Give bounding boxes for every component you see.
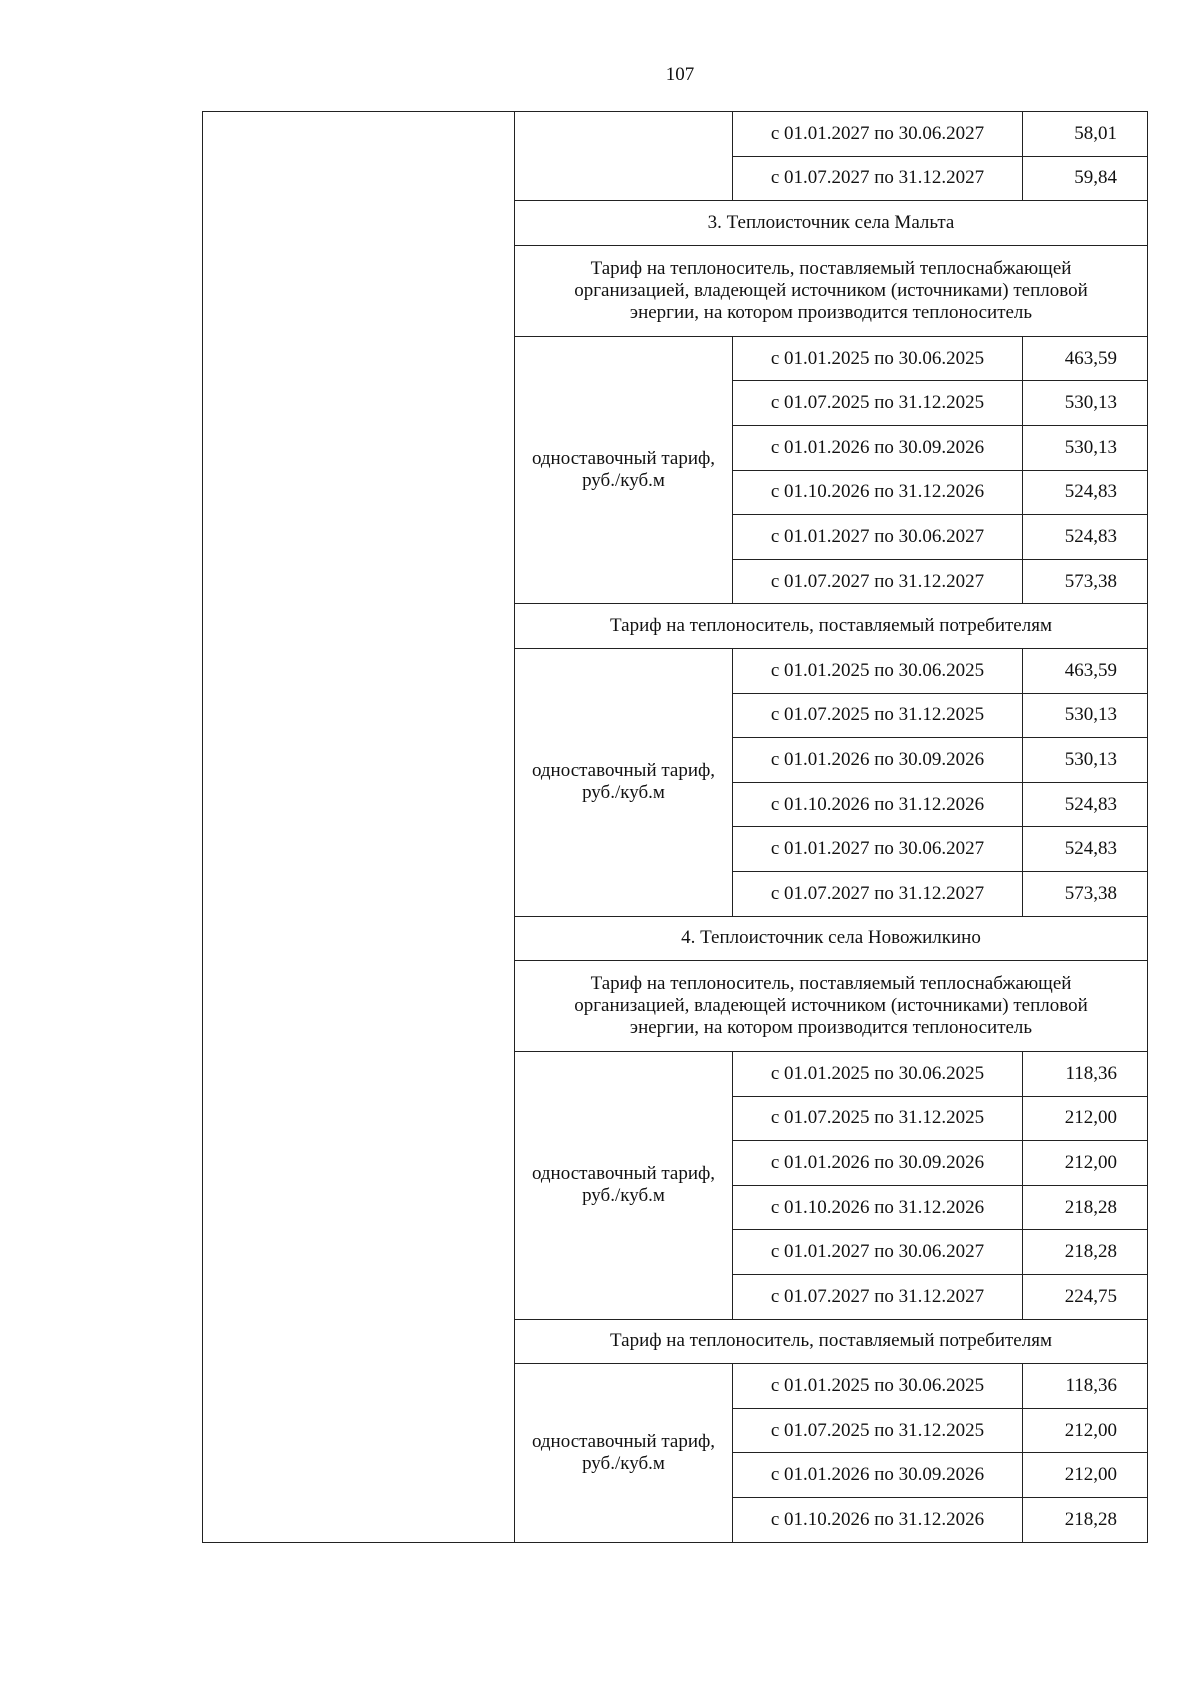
- period-cell: с 01.10.2026 по 31.12.2026: [733, 782, 1023, 827]
- tariff-value-cell: 524,83: [1023, 470, 1148, 515]
- period-cell: с 01.07.2025 по 31.12.2025: [733, 381, 1023, 426]
- tariff-value-cell: 212,00: [1023, 1453, 1148, 1498]
- tariff-type-label: одноставочный тариф, руб./куб.м: [515, 648, 733, 916]
- tariff-value-cell: 524,83: [1023, 515, 1148, 560]
- tariff-value-cell: 224,75: [1023, 1275, 1148, 1320]
- period-cell: с 01.01.2025 по 30.06.2025: [733, 1052, 1023, 1097]
- tariff-table-body: [203, 112, 1148, 1543]
- period-cell: с 01.01.2027 по 30.06.2027: [733, 112, 1023, 157]
- period-cell: с 01.10.2026 по 31.12.2026: [733, 1498, 1023, 1543]
- tariff-caption: Тариф на теплоноситель, поставляемый потребителям: [515, 604, 1148, 649]
- tariff-value-cell: 530,13: [1023, 738, 1148, 783]
- period-cell: с 01.01.2025 по 30.06.2025: [733, 648, 1023, 693]
- tariff-type-label: одноставочный тариф, руб./куб.м: [515, 336, 733, 604]
- tariff-type-label: одноставочный тариф, руб./куб.м: [515, 1052, 733, 1320]
- tariff-table: [202, 111, 1148, 1543]
- section-title: 3. Теплоисточник села Мальта: [515, 201, 1148, 246]
- tariff-value-cell: 212,00: [1023, 1141, 1148, 1186]
- period-cell: с 01.01.2027 по 30.06.2027: [733, 515, 1023, 560]
- tariff-value-cell: 218,28: [1023, 1498, 1148, 1543]
- period-cell: с 01.07.2027 по 31.12.2027: [733, 559, 1023, 604]
- period-cell: с 01.10.2026 по 31.12.2026: [733, 470, 1023, 515]
- tariff-value-cell: 573,38: [1023, 559, 1148, 604]
- tariff-caption: Тариф на теплоноситель, поставляемый теплоснабжающей организацией, владеющей источником (источниками) тепловой энергии, на котором производится теплоноситель: [515, 245, 1148, 336]
- organization-column-cell: [203, 112, 515, 1543]
- tariff-value-cell: 463,59: [1023, 336, 1148, 381]
- tariff-value-cell: 530,13: [1023, 425, 1148, 470]
- tariff-value-cell: 530,13: [1023, 693, 1148, 738]
- tariff-value-cell: 530,13: [1023, 381, 1148, 426]
- period-cell: с 01.01.2025 по 30.06.2025: [733, 1364, 1023, 1409]
- tariff-value-cell: 212,00: [1023, 1408, 1148, 1453]
- section-title: 4. Теплоисточник села Новожилкино: [515, 916, 1148, 961]
- tariff-table-container: [202, 111, 1147, 1543]
- tariff-value-cell: 118,36: [1023, 1052, 1148, 1097]
- period-cell: с 01.01.2025 по 30.06.2025: [733, 336, 1023, 381]
- table-row: [203, 112, 1148, 157]
- tariff-value-cell: 59,84: [1023, 156, 1148, 201]
- tariff-caption: Тариф на теплоноситель, поставляемый потребителям: [515, 1319, 1148, 1364]
- period-cell: с 01.01.2027 по 30.06.2027: [733, 827, 1023, 872]
- period-cell: с 01.07.2025 по 31.12.2025: [733, 1096, 1023, 1141]
- tariff-value-cell: 218,28: [1023, 1230, 1148, 1275]
- page-number: 107: [665, 64, 695, 85]
- tariff-type-cell: [515, 112, 733, 201]
- tariff-value-cell: 463,59: [1023, 648, 1148, 693]
- period-cell: с 01.07.2027 по 31.12.2027: [733, 871, 1023, 916]
- tariff-value-cell: 58,01: [1023, 112, 1148, 157]
- period-cell: с 01.01.2026 по 30.09.2026: [733, 1453, 1023, 1498]
- tariff-value-cell: 218,28: [1023, 1185, 1148, 1230]
- tariff-value-cell: 118,36: [1023, 1364, 1148, 1409]
- tariff-value-cell: 212,00: [1023, 1096, 1148, 1141]
- period-cell: с 01.01.2026 по 30.09.2026: [733, 1141, 1023, 1186]
- period-cell: с 01.01.2026 по 30.09.2026: [733, 738, 1023, 783]
- period-cell: с 01.07.2027 по 31.12.2027: [733, 1275, 1023, 1320]
- period-cell: с 01.01.2027 по 30.06.2027: [733, 1230, 1023, 1275]
- tariff-value-cell: 524,83: [1023, 782, 1148, 827]
- period-cell: с 01.10.2026 по 31.12.2026: [733, 1185, 1023, 1230]
- tariff-value-cell: 524,83: [1023, 827, 1148, 872]
- period-cell: с 01.07.2025 по 31.12.2025: [733, 693, 1023, 738]
- period-cell: с 01.01.2026 по 30.09.2026: [733, 425, 1023, 470]
- period-cell: с 01.07.2027 по 31.12.2027: [733, 156, 1023, 201]
- period-cell: с 01.07.2025 по 31.12.2025: [733, 1408, 1023, 1453]
- tariff-value-cell: 573,38: [1023, 871, 1148, 916]
- tariff-caption: Тариф на теплоноситель, поставляемый теплоснабжающей организацией, владеющей источником (источниками) тепловой энергии, на котором производится теплоноситель: [515, 961, 1148, 1052]
- tariff-type-label: одноставочный тариф, руб./куб.м: [515, 1364, 733, 1542]
